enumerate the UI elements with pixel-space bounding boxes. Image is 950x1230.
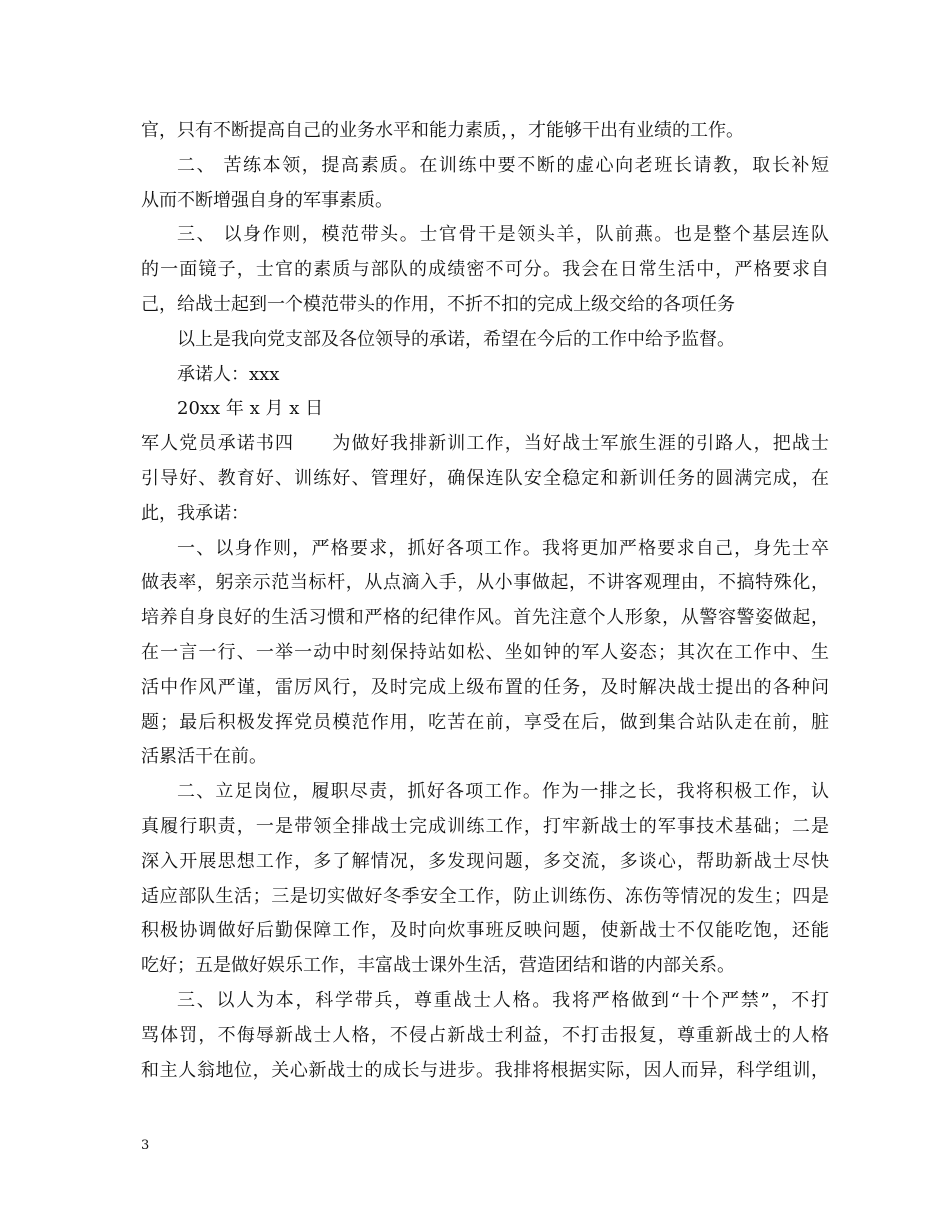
text-line: 官，只有不断提高自己的业务水平和能力素质，，才能够干出有业绩的工作。 [141,120,744,141]
text-line: 三、 以身作则，模范带头。士官骨干是领头羊，队前燕。也是整个基层连队 [177,224,829,246]
text-line: 适应部队生活；三是切实做好冬季安全工作，防止训练伤、冻伤等情况的发生；四是 [141,885,829,907]
text-line: 此，我承诺： [141,502,249,524]
text-line: 和主人翁地位，关心新战士的成长与进步。我排将根据实际，因人而异，科学组训， [141,1059,829,1081]
text-line: 活中作风严谨，雷厉风行，及时完成上级布置的任务，及时解决战士提出的各种问 [141,676,829,698]
text-line: 骂体罚，不侮辱新战士人格，不侵占新战士利益，不打击报复，尊重新战士的人格 [141,1024,829,1046]
text-line: 做表率，躬亲示范当标杆，从点滴入手，从小事做起，不讲客观理由，不搞特殊化， [141,572,829,594]
text-line: 从而不断增强自身的军事素质。 [141,189,393,211]
text-line: 题；最后积极发挥党员模范作用，吃苦在前，享受在后，做到集合站队走在前，脏 [141,711,829,733]
text-line: 培养自身良好的生活习惯和严格的纪律作风。首先注意个人形象，从警容警姿做起， [141,607,829,629]
text-line: 深入开展思想工作，多了解情况，多发现问题，多交流，多谈心，帮助新战士尽快 [141,850,829,872]
text-line: 三、以人为本，科学带兵，尊重战士人格。我将严格做到“十个严禁”，不打 [177,989,829,1011]
text-line: 二、立足岗位，履职尽责，抓好各项工作。作为一排之长，我将积极工作，认 [177,781,829,803]
text-line: 真履行职责，一是带领全排战士完成训练工作，打牢新战士的军事技术基础；二是 [141,815,829,837]
text-line: 吃好；五是做好娱乐工作，丰富战士课外生活，营造团结和谐的内部关系。 [141,955,735,977]
text-line: 的一面镜子，士官的素质与部队的成绩密不可分。我会在日常生活中，严格要求自 [141,259,829,281]
section-heading-line: 军人党员承诺书四 为做好我排新训工作，当好战士军旅生涯的引路人，把战士 [141,433,829,455]
text-line: 二、 苦练本领，提高素质。在训练中要不断的虚心向老班长请教，取长补短 [177,154,829,176]
date-line: 20xx 年 x 月 x 日 [177,398,324,420]
page-number: 3 [141,1138,150,1153]
text-line: 在一言一行、一举一动中时刻保持站如松、坐如钟的军人姿态；其次在工作中、生 [141,641,829,663]
signatory-line: 承诺人：xxx [177,363,280,385]
text-line: 活累活干在前。 [141,746,267,768]
text-line: 以上是我向党支部及各位领导的承诺，希望在今后的工作中给予监督。 [177,328,735,350]
text-line: 引导好、教育好、训练好、管理好，确保连队安全稳定和新训任务的圆满完成，在 [141,467,829,489]
document-body [141,114,829,1088]
text-line: 积极协调做好后勤保障工作，及时向炊事班反映问题，使新战士不仅能吃饱，还能 [141,920,829,942]
text-line: 一、以身作则，严格要求，抓好各项工作。我将更加严格要求自己，身先士卒 [177,537,829,559]
text-line: 己，给战士起到一个模范带头的作用，不折不扣的完成上级交给的各项任务 [141,293,735,315]
